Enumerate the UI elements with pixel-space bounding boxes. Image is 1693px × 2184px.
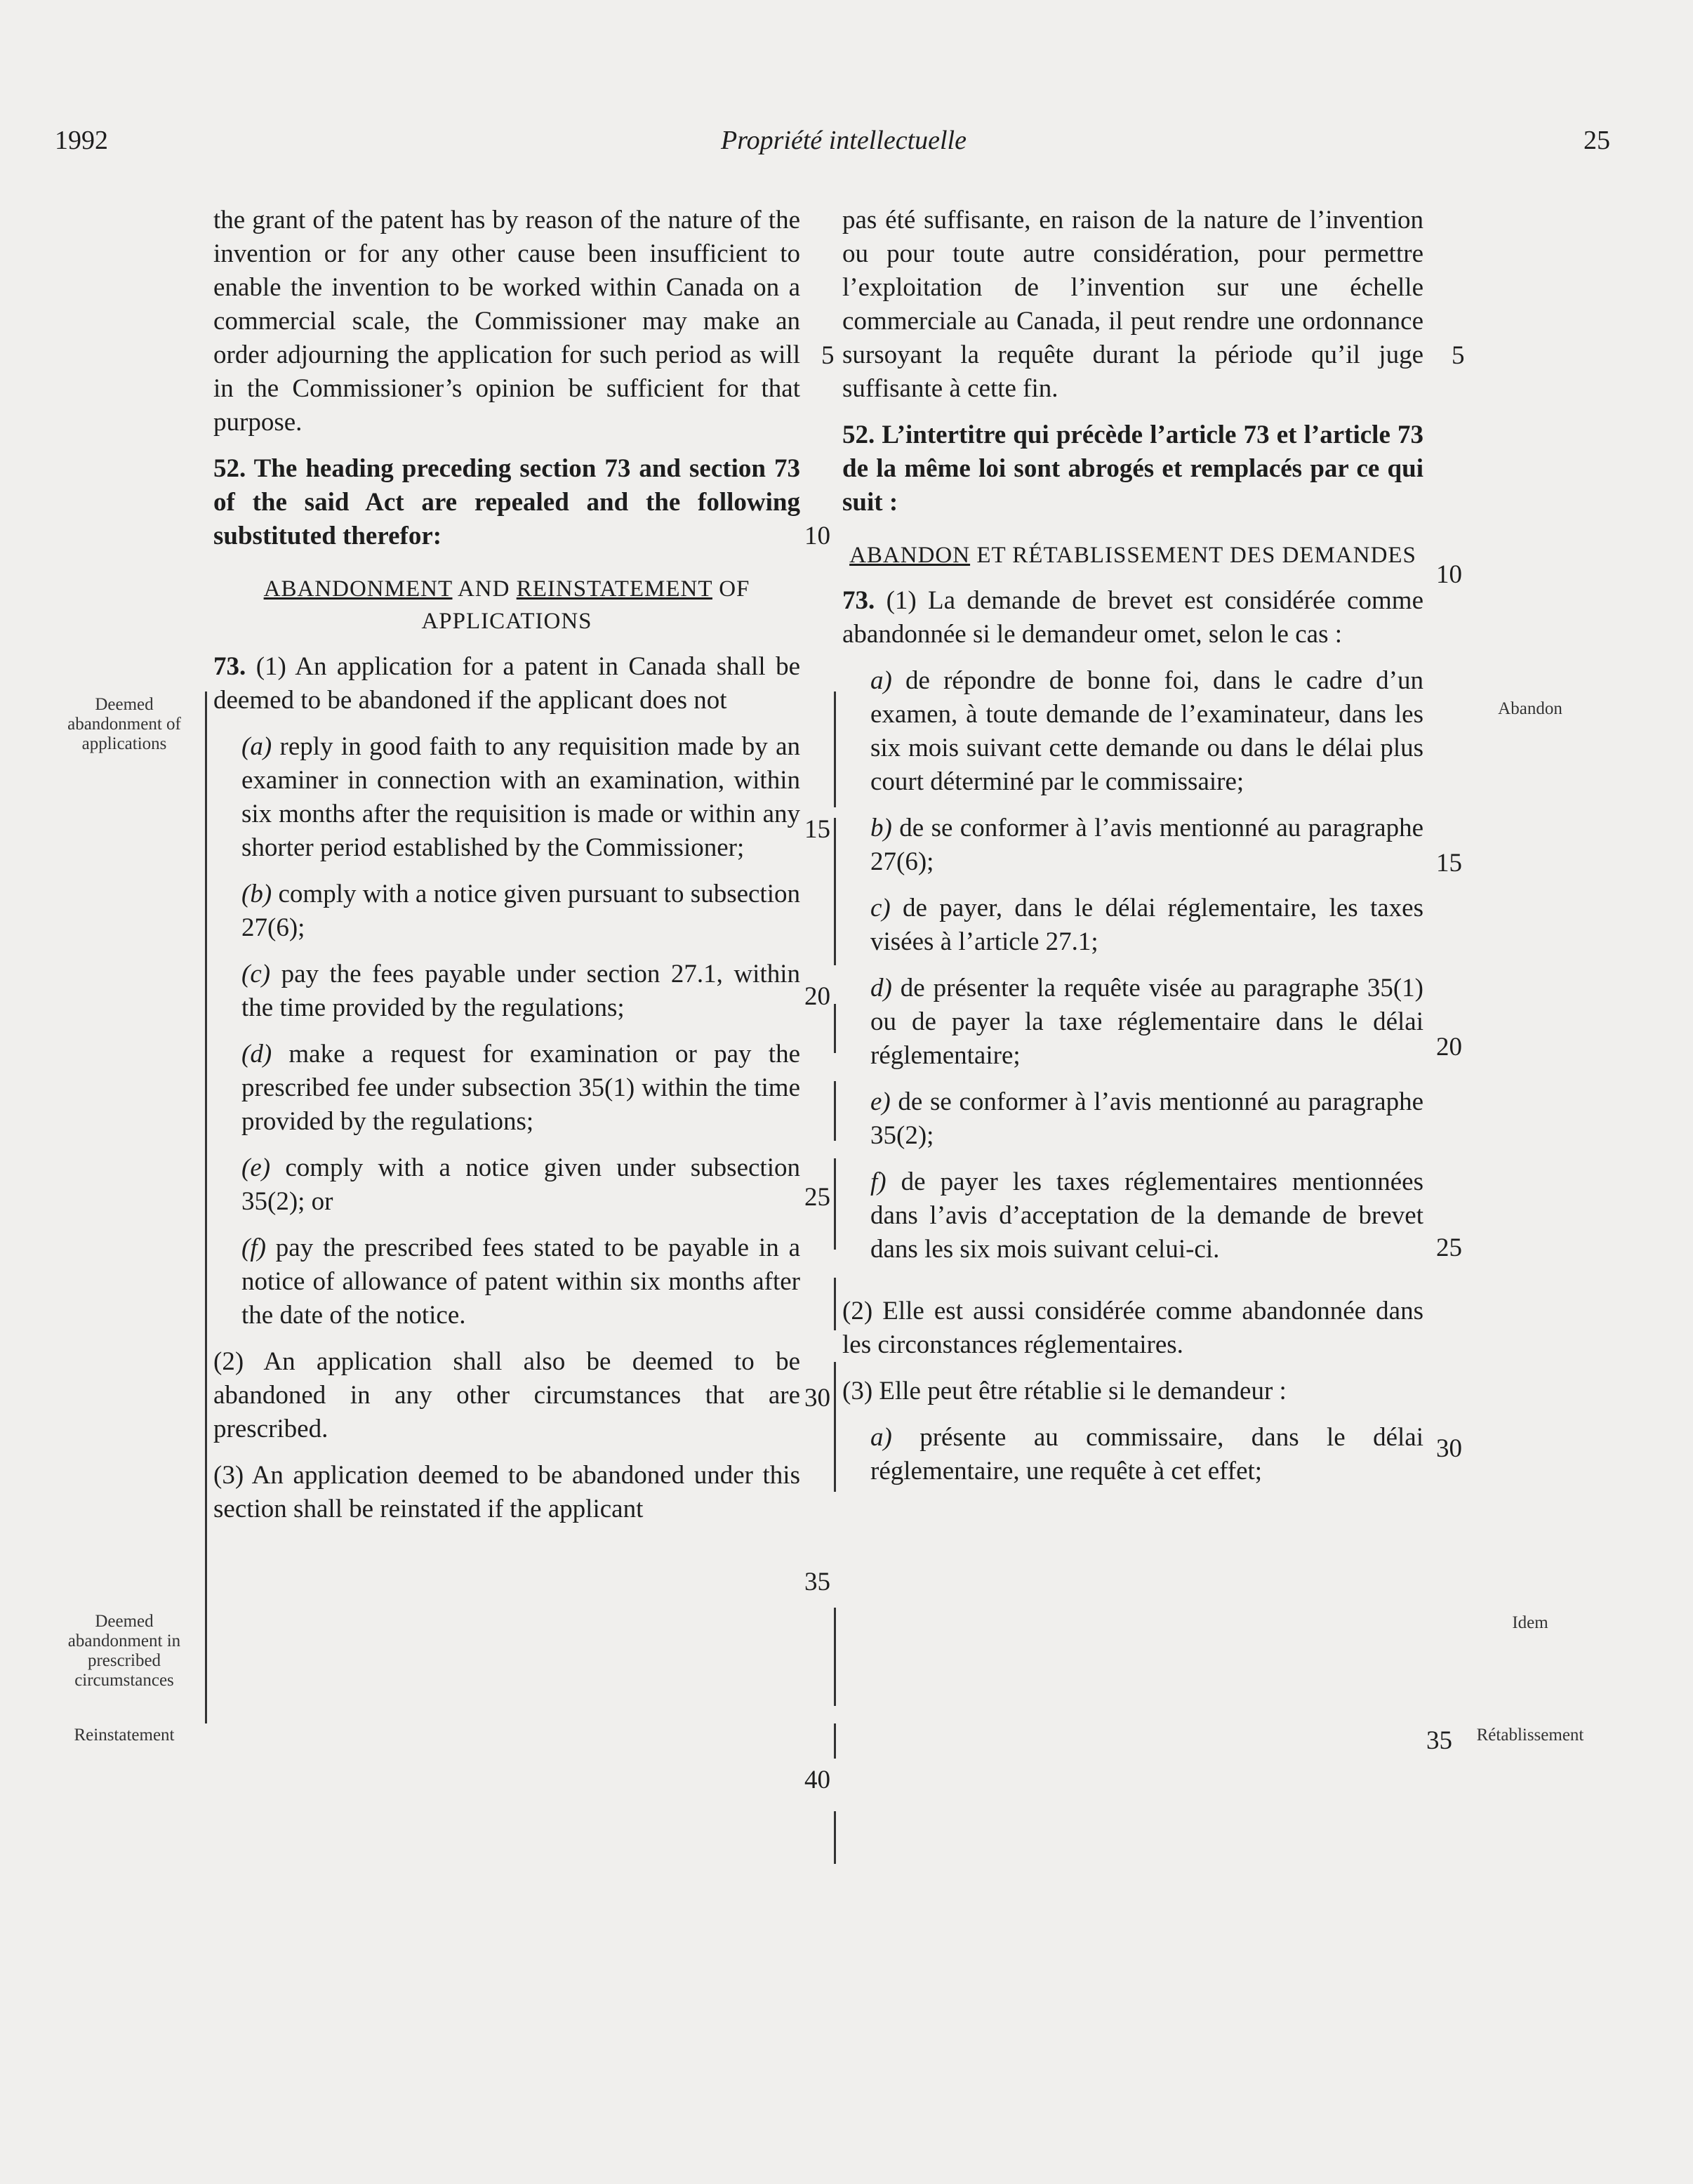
french-s73-3: (3) Elle peut être rétablie si le demandeur : (842, 1377, 1287, 1405)
margin-note-deemed-prescribed: Deemed abandonment in prescribed circumstances (67, 1612, 181, 1690)
french-para-3a: a) présente au commissaire, dans le délai réglementaire, une requête à cet effet; (870, 1423, 1423, 1485)
header-title: Propriété intellectuelle (721, 126, 967, 155)
french-para-b: b) de se conformer à l’avis mentionné au paragraphe 27(6); (870, 814, 1423, 876)
margin-note-deemed-abandonment: Deemed abandonment of applications (67, 695, 181, 753)
line-number-fr-35: 35 (1426, 1726, 1452, 1755)
english-para-d: (d) make a request for examination or pay the prescribed fee under subsection 35(1) within the time provided by the regulations; (241, 1040, 800, 1136)
line-number-en-20: 20 (804, 982, 830, 1011)
english-para-a: (a) reply in good faith to any requisition made by an examiner in connection with an examination, within six months after the requisition is made or within any shorter period established by the Commissioner; (241, 732, 800, 862)
line-number-en-15: 15 (804, 815, 830, 844)
french-column (842, 204, 1423, 1501)
line-number-en-25: 25 (804, 1183, 830, 1212)
french-intro: pas été suffisante, en raison de la nature de l’invention ou pour toute autre considération, pour permettre l’exploitation de l’invention sur une échelle commerciale au Canada, il peut rendre une ordonnance sursoyant la requête durant la période qu’il juge suffisante à cette fin. (842, 206, 1423, 403)
english-para-b: (b) comply with a notice given pursuant to subsection 27(6); (241, 880, 800, 942)
line-number-en-30: 30 (804, 1384, 830, 1412)
english-column (213, 204, 800, 1539)
french-revision-bar-3 (834, 1004, 836, 1053)
page-number: 25 (1584, 126, 1610, 155)
margin-note-idem: Idem (1512, 1613, 1548, 1632)
line-number-fr-5: 5 (1452, 341, 1465, 370)
french-para-e: e) de se conformer à l’avis mentionné au paragraphe 35(2); (870, 1087, 1423, 1150)
english-section-52: 52. The heading preceding section 73 and section 73 of the said Act are repealed and the following substituted therefor: (213, 454, 800, 550)
french-para-c: c) de payer, dans le délai réglementaire, les taxes visées à l’article 27.1; (870, 894, 1423, 956)
header-year: 1992 (55, 126, 108, 155)
french-revision-bar-4 (834, 1081, 836, 1141)
english-intro: the grant of the patent has by reason of the nature of the invention or for any other cause been insufficient to enable the invention to be worked within Canada on a commercial scale, the Commissioner may make an order adjourning the application for such period as will in the Commissioner’s opinion be sufficient for that purpose. (213, 206, 800, 437)
french-revision-bar-9 (834, 1723, 836, 1759)
english-para-e: (e) comply with a notice given under subsection 35(2); or (241, 1153, 800, 1216)
french-para-f: f) de payer les taxes réglementaires mentionnées dans l’avis d’acceptation de la demande de brevet dans les six mois suivant celui-ci. (870, 1167, 1423, 1264)
french-s73-2: (2) Elle est aussi considérée comme abandonnée dans les circonstances réglementaires. (842, 1297, 1423, 1359)
french-section-52: 52. L’intertitre qui précède l’article 73 et l’article 73 de la même loi sont abrogés et remplacés par ce qui suit : (842, 421, 1424, 517)
french-heading: ABANDON ET RÉTABLISSEMENT DES DEMANDES (849, 543, 1416, 568)
margin-note-abandon: Abandon (1498, 699, 1562, 718)
english-s73-2: (2) An application shall also be deemed to be abandoned in any other circumstances that are prescribed. (213, 1347, 800, 1443)
line-number-en-10: 10 (804, 522, 830, 550)
french-revision-bar-6 (834, 1278, 836, 1330)
english-s73-1: 73. (1) An application for a patent in Canada shall be deemed to be abandoned if the applicant does not (213, 652, 800, 715)
french-para-a: a) de répondre de bonne foi, dans le cadre d’un examen, à toute demande de l’examinateur, dans les six mois suivant cette demande ou dans le délai plus court déterminé par le commissaire; (870, 666, 1423, 796)
line-number-fr-15: 15 (1436, 849, 1462, 878)
french-revision-bar-7 (834, 1362, 836, 1492)
english-s73-3: (3) An application deemed to be abandoned under this section shall be reinstated if the applicant (213, 1461, 800, 1523)
french-revision-bar-10 (834, 1811, 836, 1864)
french-revision-bar-5 (834, 1158, 836, 1250)
line-number-fr-10: 10 (1436, 560, 1462, 589)
line-number-en-35: 35 (804, 1568, 830, 1596)
french-revision-bar-1 (834, 691, 836, 807)
line-number-en-40: 40 (804, 1766, 830, 1794)
french-revision-bar-8 (834, 1608, 836, 1706)
margin-note-reinstatement: Reinstatement (74, 1726, 175, 1745)
english-para-c: (c) pay the fees payable under section 27.1, within the time provided by the regulations; (241, 960, 800, 1022)
margin-note-retablissement: Rétablissement (1476, 1726, 1584, 1745)
line-number-en-5: 5 (821, 341, 835, 370)
line-number-fr-25: 25 (1436, 1233, 1462, 1262)
english-para-f: (f) pay the prescribed fees stated to be payable in a notice of allowance of patent within six months after the date of the notice. (241, 1233, 800, 1330)
french-para-d: d) de présenter la requête visée au paragraphe 35(1) ou de payer la taxe réglementaire dans le délai réglementaire; (870, 974, 1423, 1070)
english-revision-bar (205, 691, 207, 1723)
line-number-fr-30: 30 (1436, 1434, 1462, 1463)
french-revision-bar-2 (834, 818, 836, 965)
english-heading: ABANDONMENT AND REINSTATEMENT OF APPLICATIONS (263, 576, 750, 634)
line-number-fr-20: 20 (1436, 1033, 1462, 1061)
french-s73-1: 73. (1) La demande de brevet est considérée comme abandonnée si le demandeur omet, selon le cas : (842, 586, 1423, 649)
